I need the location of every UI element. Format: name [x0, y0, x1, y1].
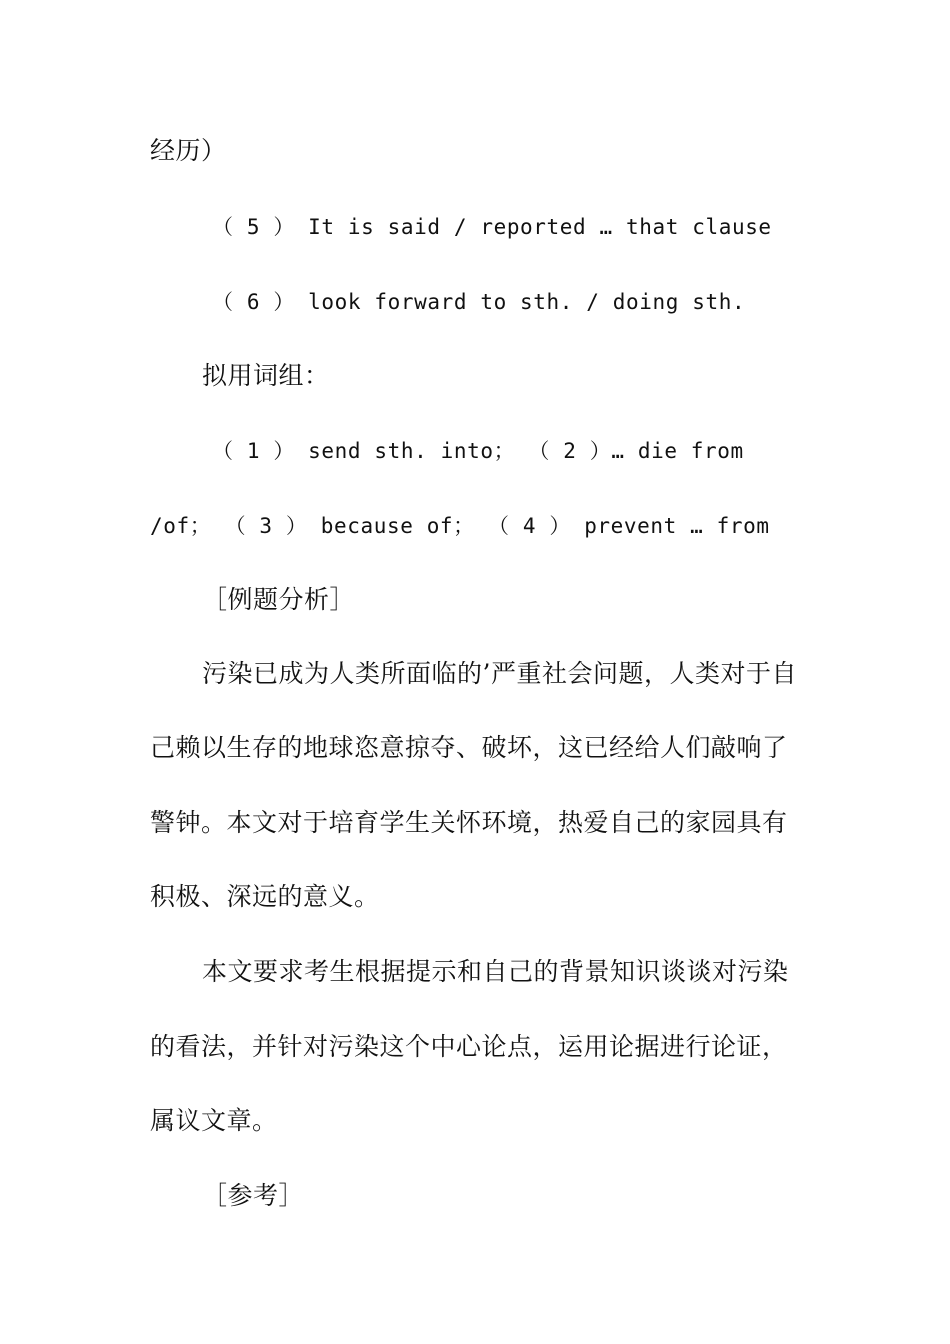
- text-line: 的看法，并针对污染这个中心论点，运用论据进行论证，: [150, 1032, 788, 1061]
- text-line: 经历）: [150, 136, 227, 165]
- text-line: 属议文章。: [150, 1106, 278, 1135]
- section-heading: ［例题分析］: [202, 585, 356, 614]
- section-heading: ［参考］: [202, 1181, 305, 1210]
- text-line: 积极、深远的意义。: [150, 882, 380, 911]
- text-line: 污染已成为人类所面临的’严重社会问题，人类对于自: [202, 659, 797, 688]
- text-line: 本文要求考生根据提示和自己的背景知识谈谈对污染: [202, 957, 789, 986]
- text-line: （ 1 ） send sth. into； （ 2 ）… die from: [212, 439, 744, 463]
- text-line: （ 5 ） It is said / reported … that clause: [212, 215, 772, 239]
- text-line: （ 6 ） look forward to sth. / doing sth.: [212, 290, 746, 314]
- text-line: /of； （ 3 ） because of； （ 4 ） prevent … from: [150, 514, 770, 538]
- text-line: 警钟。本文对于培育学生关怀环境，热爱自己的家园具有: [150, 808, 788, 837]
- text-line: 拟用词组：: [202, 361, 330, 390]
- text-line: 己赖以生存的地球恣意掠夺、破坏，这已经给人们敲响了: [150, 733, 788, 762]
